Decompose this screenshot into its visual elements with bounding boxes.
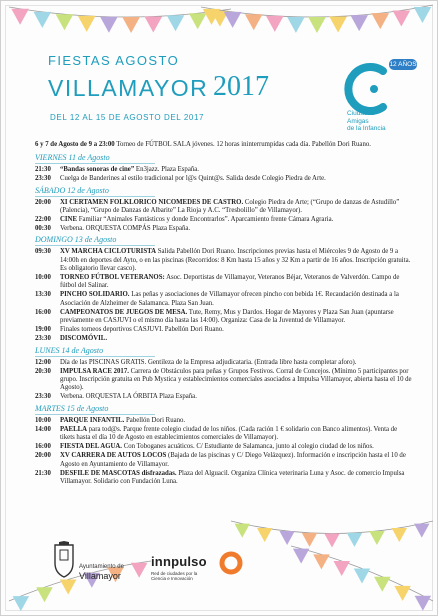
bunting-flag [371, 13, 389, 29]
bunting-flag [224, 12, 242, 28]
ayuntamiento-label: Ayuntamiento de [79, 564, 124, 570]
event-time: 14:00 [35, 425, 51, 433]
event-text: Plaza del Alguacil. Organiza Clínica veterinaria Luna y Asoc. de comercio Impulsa Villamayor. Solidario con Fundación Luna. [60, 469, 405, 486]
bunting-flag [308, 17, 326, 33]
event-text: Colegio Piedra de Arte; (“Grupo de danzas de Astudillo” (Palencia), “Grupo de Danzas de Albarite” La Rioja y A.C. “Tresbolillo” de Villamayor). [60, 198, 400, 214]
bunting-flag [36, 587, 53, 602]
event-title: IMPULSA RACE 2017. [60, 367, 129, 375]
event-row [35, 393, 413, 401]
event-time: 20:00 [35, 452, 51, 460]
day-heading: MARTES 15 de Agosto [35, 404, 155, 415]
bunting-flag [350, 15, 368, 31]
day-list [35, 153, 413, 486]
event-description [60, 166, 413, 174]
logo-text [347, 110, 417, 133]
event-time: 20:30 [35, 367, 51, 375]
bunting-flag [293, 549, 310, 564]
bunting-flag [245, 14, 263, 30]
event-text: Verbena. ORQUESTA LA ÓRBITA Plaza España. [60, 393, 197, 401]
ayuntamiento-name: Villamayor [79, 571, 121, 581]
event-description [60, 452, 413, 468]
day-heading: VIERNES 11 de Agosto [35, 153, 155, 164]
event-row [35, 274, 413, 290]
sponsor-subtitle: Red de ciudades por la Ciencia e Innovación [151, 571, 198, 581]
event-title: CAMPEONATOS DE JUEGOS DE MESA. [60, 308, 188, 316]
event-row [35, 335, 413, 343]
event-text: Familiar “Animales Fantásticos y donde Encontrarlos”. Aparcamiento frente Cámara Agraria. [77, 216, 334, 224]
bunting-flag [415, 596, 432, 611]
event-description [60, 359, 413, 367]
event-text: Con Toboganes acuáticos. C/ Estudiante de Salamanca, junto al colegio ciudad de los niños. [122, 443, 374, 451]
event-text: Día de las PISCINAS GRATIS. Gentileza de la Empresa adjudicataria. (Entrada libre hasta completar aforo). [60, 358, 357, 366]
bunting-flag [266, 16, 284, 32]
event-description [60, 216, 413, 224]
bunting-flag [34, 12, 52, 28]
event-description [60, 426, 413, 442]
bunting-flag [189, 13, 207, 29]
event-text: Carrera de Obstáculos para peñas y Grupos Festivos. Corral de Concejos. (Mínimo 5 participantes por grupo. Inscripción gratuita en Pub Mystica y establecimientos comerciales asociados a Impulsa Villamayor, abierta hasta el 10 de Agosto). [60, 367, 412, 392]
event-row [35, 248, 413, 273]
event-time: 10:00 [35, 416, 51, 424]
bunting-flag [369, 531, 384, 545]
event-title: FIESTA DEL AGUA. [60, 443, 123, 451]
event-time: 19:00 [35, 326, 51, 334]
event-title: DISCOMÓVIL. [60, 335, 108, 343]
bunting-flag [394, 586, 411, 601]
event-row [35, 359, 413, 367]
event-time: 09:30 [35, 248, 51, 256]
event-title: PARQUE INFANTIL. [60, 416, 125, 424]
event-text: para tod@s. Parque frente colegio ciudad de los niños. (Cada ración 1 € solidario con Banco alimentos). Venta de tikets hasta el día 10 de Agosto en establecimientos comerciales de Villamayor). [60, 425, 398, 442]
header-year: 2017 [213, 71, 269, 102]
bunting-flag [414, 524, 429, 538]
header-fiestas: FIESTAS AGOSTO [48, 53, 180, 68]
bunting-flag [414, 7, 432, 23]
event-text: Pabellón Dori Ruano. [124, 416, 186, 424]
header-title: VILLAMAYOR [48, 75, 209, 101]
intro-text: Torneo de FÚTBOL SALA jóvenes. 12 horas ininterrumpidas cada día. Pabellón Dori Ruano. [114, 141, 371, 148]
bunting-flag [122, 17, 140, 33]
bunting-flag [354, 569, 371, 584]
event-description [60, 309, 413, 325]
anniversary-badge: 12 AÑOS [389, 61, 417, 68]
event-title: “Bandas sonoras de cine” [60, 166, 135, 174]
event-text: Verbena. ORQUESTA COMPÁS Plaza España. [60, 225, 191, 233]
bunting-flag [78, 16, 96, 32]
event-description [60, 417, 413, 425]
day-heading: LUNES 14 de Agosto [35, 346, 155, 357]
event-description [60, 443, 413, 451]
intro-paragraph [35, 141, 413, 149]
bunting-flag [13, 596, 30, 611]
event-row [35, 216, 413, 224]
event-time: 23:30 [35, 393, 51, 401]
event-row [35, 368, 413, 393]
bunting-flag [347, 533, 362, 547]
event-text: Las peñas y asociaciones de Villamayor ofrecen pincho con bebida 1€. Recaudación destinada a la Asociación de Alzheimer de Salamanca. Plaza San Juan. [60, 291, 399, 307]
event-row [35, 417, 413, 425]
sponsor-name: innpulso [151, 554, 207, 569]
event-title: DESFILE DE MASCOTAS disfrazadas. [60, 469, 177, 477]
day-heading: DOMINGO 13 de Agosto [35, 235, 155, 246]
bunting-flag [235, 524, 250, 538]
event-row [35, 426, 413, 442]
event-row [35, 225, 413, 233]
event-row [35, 291, 413, 307]
event-description [60, 199, 413, 215]
event-description [60, 470, 413, 486]
event-description [60, 368, 413, 393]
event-time: 10:00 [35, 274, 51, 282]
event-text: Tute, Remy, Mus y Dardos. Hogar de Mayores y Plaza San Juan (apuntarse previamente en CASJUVI o el mismo día hasta las 14:00). Organiza: Casa de la Juventud de Villamayor. [60, 308, 394, 325]
event-row [35, 175, 413, 183]
event-time: 20:00 [35, 198, 51, 206]
event-title: XV CARRERA DE AUTOS LOCOS [60, 452, 167, 460]
event-time: 00:30 [35, 225, 51, 233]
event-time: 16:00 [35, 443, 51, 451]
event-text: (Bajada de las piscinas y C/ Diego Velázquez). Información e inscripción hasta el 10 de Agosto en Ayuntamiento de Villamayor. [60, 452, 406, 468]
bunting-flag [324, 534, 339, 548]
bunting-flag [302, 533, 317, 547]
event-text: Asoc. Deportistas de Villamayor, Veteranos Béjar, Veteranos de Valverdón. Campo de fútbol del Salinar. [60, 274, 400, 290]
day-heading: SÁBADO 12 de Agosto [35, 186, 155, 197]
event-text: Cuelga de Banderines al estilo tradicional por l@s Quint@s. Salida desde Colegio Piedra de Arte. [60, 175, 326, 183]
event-row [35, 470, 413, 486]
event-time: 16:00 [35, 308, 51, 316]
bunting-flag [279, 531, 294, 545]
event-time: 13:30 [35, 291, 51, 299]
sponsor-logo-icon [219, 549, 243, 577]
event-title: XI CERTAMEN FOLKLORICO NICOMEDES DE CASTRO. [60, 198, 244, 206]
bunting-flag [167, 15, 185, 31]
bunting-flag [392, 528, 407, 542]
bunting-flag [60, 579, 76, 594]
event-description [60, 248, 413, 273]
event-row [35, 452, 413, 468]
event-text: Finales torneos deportivos CASJUVI. Pabellón Dori Ruano. [60, 326, 224, 334]
event-row [35, 326, 413, 334]
event-title: PINCHO SOLIDARIO. [60, 291, 130, 299]
event-time: 22:00 [35, 216, 51, 224]
bunting-flag [287, 17, 305, 33]
event-row [35, 199, 413, 215]
logo-line-2: Amigas [347, 117, 369, 125]
bunting-flag [100, 17, 118, 33]
bunting-flag [11, 9, 29, 25]
logo-line-3: de la Infancia [347, 125, 386, 132]
event-description [60, 326, 413, 334]
event-time: 12:00 [35, 358, 51, 366]
event-time: 21:30 [35, 166, 51, 174]
intro-dates: 6 y 7 de Agosto de 9 a 23:00 [35, 141, 115, 148]
bunting-flag [145, 16, 163, 32]
event-description [60, 291, 413, 307]
event-description [60, 393, 413, 401]
event-description [60, 274, 413, 290]
event-time: 23:30 [35, 175, 51, 183]
bunting-flag [257, 528, 272, 542]
event-time: 23:30 [35, 335, 51, 343]
event-title: PAELLA [60, 425, 88, 433]
event-text: Salida Pabellón Dori Ruano. Inscripciones previas hasta el Miércoles 9 de Agosto de 9 a 14:00h en deportes del Ayto, o en las piscinas (Recorridos: 8 Km hasta 15 años y 32 Km a partir de 16 años. Inscripción gratuita. Es obligatorio llevar casco). [60, 248, 411, 272]
event-title: CINE [60, 216, 77, 224]
event-row [35, 309, 413, 325]
event-row [35, 443, 413, 451]
event-text: En3jazz. Plaza España. [134, 166, 199, 174]
event-description [60, 335, 413, 343]
event-title: TORNEO FÚTBOL VETERANOS: [60, 274, 165, 282]
bunting-flag [313, 554, 330, 569]
bunting-flag [56, 14, 74, 30]
event-description [60, 175, 413, 183]
bunting-flag [393, 10, 411, 26]
bunting-flag [333, 561, 350, 576]
event-title: XV MARCHA CICLOTURISTA [60, 248, 157, 256]
program-content [35, 141, 413, 487]
event-time: 21:30 [35, 469, 51, 477]
bunting-flag [329, 16, 347, 32]
header-dates: DEL 12 AL 15 DE AGOSTO DEL 2017 [50, 113, 205, 122]
event-description [60, 225, 413, 233]
bunting-flag [374, 577, 391, 592]
event-row [35, 166, 413, 174]
logo-line-1: Ciudades [347, 110, 375, 117]
